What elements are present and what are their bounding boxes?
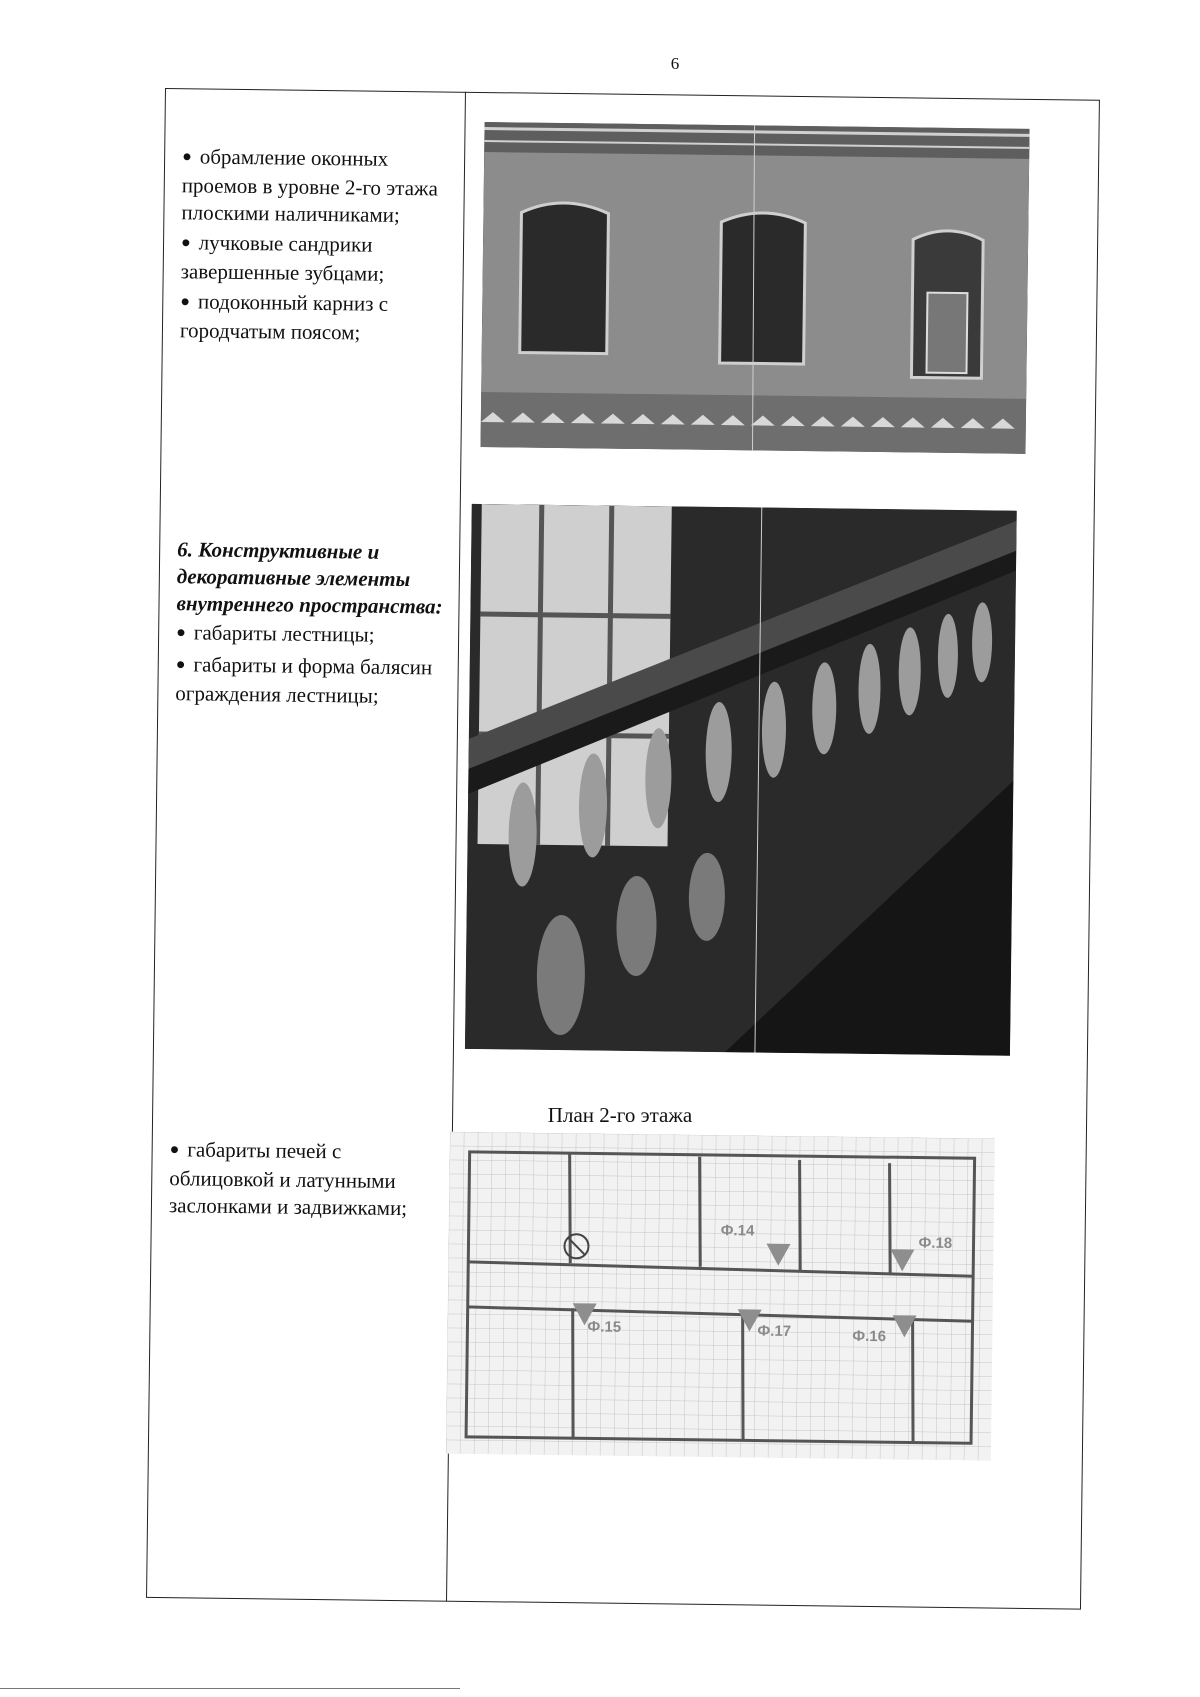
list-item: ● габариты и форма балясин ограждения лестницы; <box>175 652 433 708</box>
document-table <box>146 88 1100 1610</box>
plan-caption: План 2-го этажа <box>547 1103 693 1127</box>
facade-elements-list <box>180 143 458 350</box>
plan-label: Ф.17 <box>757 1322 792 1340</box>
list-item: ● габариты лестницы; <box>176 620 375 647</box>
list-item: ● лучковые сандрики завершенные зубцами; <box>180 230 385 286</box>
stove-elements-list <box>169 1136 445 1225</box>
page-number: 6 <box>670 54 680 73</box>
facade-photo <box>481 122 1030 454</box>
list-item: ● обрамление оконных проемов в уровне 2-го этажа плоскими наличниками; <box>181 144 439 227</box>
section-title: 6. Конструктивные и декоративные элементы внутреннего пространства: <box>176 537 443 619</box>
staircase-photo <box>465 504 1017 1056</box>
plan-label: Ф.16 <box>852 1327 887 1346</box>
list-item: ● подоконный карниз с городчатым поясом; <box>179 289 389 345</box>
staircase-image <box>465 504 1017 1056</box>
facade-image <box>481 122 1030 454</box>
scan-fold-line <box>0 1688 460 1689</box>
floor-plan-drawing <box>446 1132 995 1461</box>
plan-label: Ф.18 <box>918 1234 953 1252</box>
interior-elements-list <box>175 536 452 713</box>
floor-plan <box>446 1132 995 1461</box>
plan-label: Ф.14 <box>720 1222 755 1240</box>
plan-label: Ф.15 <box>587 1318 622 1336</box>
list-item: ● габариты печей с облицовкой и латунными заслонками и задвижками; <box>168 1137 408 1221</box>
